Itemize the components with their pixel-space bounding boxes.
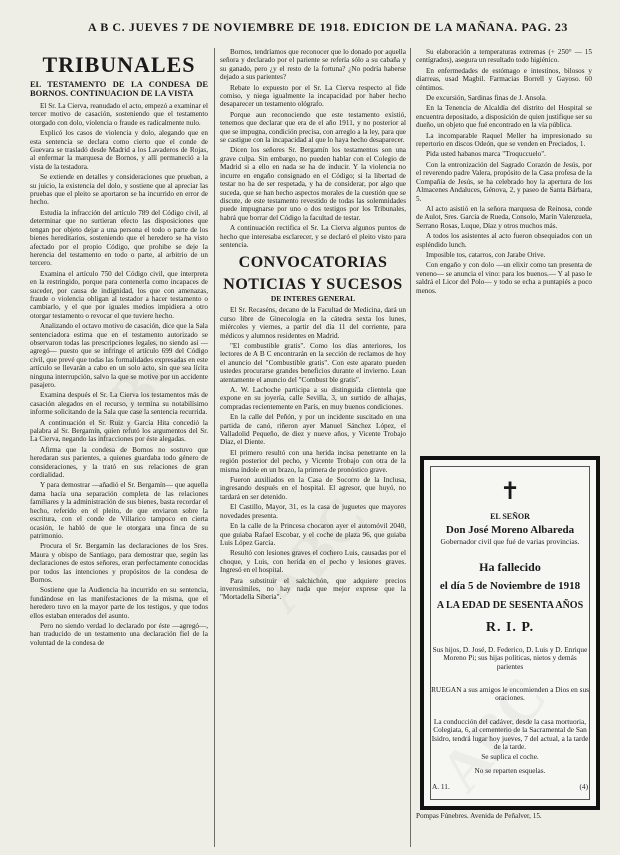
paragraph: Rebate lo expuesto por el Sr. La Cierva respecto al fide comiso, y niega igualmente la incapacidad por haber hecho desaparecer un testamento ológrafo. — [220, 83, 406, 109]
column-middle — [220, 48, 406, 604]
paragraph: Con la entronización del Sagrado Corazón de Jesús, por el reverendo padre Valera, propósito de la Casa profesa de la Compañía de Jesús, se ha celebrado hoy la apertura de los Almacenes Andaluces, Génova, 2, y paseo de Santa Bárbara, 5. — [416, 160, 592, 203]
paragraph: Su elaboración a temperaturas extremas (+ 250° — 15 centígrados), asegura un resultado todo higiénico. — [416, 48, 592, 65]
paragraph: Al acto asistió en la señora marquesa de Reinosa, conde de Aulot, Sres. García de Rueda, Consolo, Marín Valenzuela, Serrano Rosas, Luque, Díaz y otros muchos más. — [416, 204, 592, 230]
paragraph: Sostiene que la Audiencia ha incurrido en su sentencia, fundándose en las manifestaciones de la misma, que el heredero tuvo en la mayor parte de los testigos, y que todos ellos estaban enterados del asunto. — [30, 586, 208, 620]
article-subheading: EL TESTAMENTO DE LA CONDESA DE BORNOS. CONTINUACION DE LA VISTA — [30, 79, 208, 98]
paragraph: Afirma que la condesa de Bornos no sostuvo que heredaran sus parientes, a quienes guardaba todo género de consideraciones, y la trató en sus relaciones de gran cordialidad. — [30, 445, 208, 480]
section-subheading: DE INTERES GENERAL — [270, 294, 356, 304]
paragraph: El primero resultó con una herida incisa penetrante en la región posterior del pecho, y Vicente Trobajo con otra de la misma índole en un brazo, la primera de pronóstico grave. — [220, 448, 406, 474]
paragraph: Y para demostrar —añadió el Sr. Bergamín— que aquella dama hacía una separación completa de las relaciones familiares y la administración de sus bienes, basta recordar el hecho, referido en el pleito, de que enviaron sobre la escritura, con el conde de Villarico tampoco en cierta ocasión, le habló de que le otorgara una finca de su patrimonio. — [30, 481, 208, 540]
obituary-ruegan: RUEGAN a sus amigos le encomienden a Dios en sus oraciones. — [431, 685, 589, 703]
footer-note: Pompas Fúnebres. Avenida de Peñalver, 15. — [416, 812, 542, 820]
paragraph: En la calle del Peñón, y por un incidente suscitado en una partida de canó, riñeron ayer Manuel Sánchez López, el Valladolid Pequeño, de diez y nueve años, y Vicente Trobajo Díaz, el Diente. — [220, 413, 406, 447]
obituary-coche: Se suplica el coche. — [481, 752, 539, 761]
paragraph: Porque aun reconociendo que este testamento existió, tenemos que declarar que era de el año 1911, y no posterior al que se impugna, condición precisa, con arreglo a la ley, para que se castigue con la incapacidad al que lo haya hecho desaparecer. — [220, 110, 406, 145]
header-text: A B C. JUEVES 7 DE NOVIEMBRE DE 1918. EDICION DE LA MAÑANA. PAG. 23 — [88, 20, 569, 34]
obituary-label: EL SEÑOR — [490, 512, 530, 521]
obituary-family: Sus hijos, D. José, D. Federico, D. Luis y D. Enrique Moreno Pi; sus hijas políticas, nietos y demás parientes — [432, 645, 588, 671]
obituary-title: Gobernador civil que fué de varias provincias. — [440, 537, 580, 546]
paragraph: Pero no siendo verdad lo declarado por éste —agregó—, han traducido de un testamento una declaración fiel de la voluntad de la condesa de — [30, 621, 208, 647]
obituary-rip: R. I. P. — [485, 620, 535, 635]
paragraph: Bornos, tendríamos que reconocer que lo donado por aquella señora y declarado por el pariente se refería sólo a su cabaña y su ganado, pero ¿y el resto de la fortuna? ¿No podría haberse dejado a sus parientes? — [220, 48, 406, 82]
paragraph: A continuación rectifica el Sr. La Cierva algunos puntos de hecho que interesaba esclarecer, y se declaró el pleito visto para sentencia. — [220, 224, 406, 249]
column-rule-1 — [214, 48, 215, 847]
paragraph: Pida usted habanos marca "Troquccuelo". — [426, 150, 546, 159]
obituary-age: A LA EDAD DE SESENTA AÑOS — [436, 600, 584, 611]
obituary-box — [420, 456, 600, 810]
paragraph: Examina el artículo 750 del Código civil, que interpreta en la restringido, porque para contenerla como incapaces de suceder, por causa de indignidad, los que con amenazas, fraude o violencia obligan al testador a hacer testamento o cambiarlo, y el que por iguales medios impidiera a otro otorgar testamento o revocar el que tuviere hecho. — [30, 269, 208, 320]
paragraph: La incomparable Raquel Meller ha impresionado su repertorio en discos Odeón, que se venden en Preciados, 1. — [416, 131, 592, 149]
section-heading-noticias: NOTICIAS Y SUCESOS — [223, 276, 403, 294]
column-tribunales — [30, 48, 208, 649]
paragraph: "El combustible gratis". Como los días anteriores, los lectores de A B C encontrarán en la sección de reclamos de hoy el anuncio del "Combustible gratis". Con este aparato pueden ustedes procurarse grandes beneficios durante el invierno. Lean atentamente el anuncio del "Combust ble gratis". — [220, 341, 406, 384]
paragraph: Fueron auxiliados en la Casa de Socorro de la Inclusa, ingresando después en el hospital. El agresor, que huyó, no tardará en ser detenido. — [220, 476, 406, 501]
paragraph: En la calle de la Princesa chocaron ayer el automóvil 2040, que guiaba Rafael Escobar, y el coche de plaza 96, que guiaba Luis López García. — [220, 522, 406, 547]
paragraph: Dicen los señores Sr. Bergamín los testamentos son una grave culpa. Sin embargo, no pueden hablar con el Colegio de Madrid si a ello en nada se ha de inducir. Y la violencia no incurre en engaño consignado en el Código; si la libertad de testar no ha de ser respetada, y ha de considerar, por algo que suceda, que se han hecho aspectos morales de la cuestión que se discute, de este testamento revestido de todas las solemnidades puede impugnarse por uno o dos testigos por los Tribunales, habrá que borrar del Código la facultad de testar. — [220, 146, 406, 222]
paragraph: A continuación el Sr. Ruiz y García Hita concedió la palabra al Sr. Bergamín, quien refutó los argumentos del Sr. La Cierva, negando las infracciones por éste alegadas. — [30, 418, 208, 444]
section-heading-convocatorias: CONVOCATORIAS — [238, 254, 388, 272]
paragraph: A. W. Lachoche participa a su distinguida clientela que expone en su joyería, calle Sevilla, 3, un surtido de alhajas, compradas recientemente en París, en muy buenos condiciones. — [220, 386, 406, 411]
paragraph: Explicó los casos de violencia y dolo, alegando que en esta sentencia se declara como cierto que el conde de Guevara se trasladó desde Madrid a los Lavaderos de Rojas, al enfermar la marquesa de Bornos, y allí permaneció a la vista de la testadora. — [30, 129, 208, 171]
page-header — [0, 0, 620, 40]
cross-icon: ✝ — [500, 479, 521, 505]
column-rule-2 — [410, 48, 411, 847]
obituary-name: Don José Moreno Albareda — [445, 524, 575, 536]
paragraph: Procura el Sr. Bergamín las declaraciones de los Sres. Maura y obispo de Santiago, para demostrar que, según las declaraciones de estos señores, eran perfectamente conocidas por todos las intenciones y propósitos de la condesa de Bornos. — [30, 542, 208, 584]
paragraph: Se extiende en detalles y consideraciones que prueban, a su juicio, la existencia del dolo, y sostiene que al apreciar las pruebas que el pleito se aportaron se ha incurrido en error de hecho. — [30, 173, 208, 207]
obituary-num: (4) — [579, 782, 588, 791]
paragraph: En enfermedades de estómago e intestinos, bilosos y diarreas, usad Magbil. Farmacias Borrell y Gayoso. 60 céntimos. — [416, 66, 592, 92]
paragraph: El Sr. Recaséns, decano de la Facultad de Medicina, dará un curso libre de Ginecología en la cátedra sexta los lunes, miércoles y viernes, a partir del día 11 del corriente, para médicos y alumnos residentes en Madrid. — [220, 306, 406, 340]
obituary-ref: A. 11. — [432, 782, 450, 791]
paragraph: Estudia la infracción del artículo 789 del Código civil, al determinar que no surtieran efecto las disposiciones que tengan por objeto dejar a una persona el todo o parte de los bienes hereditarios, sosteniendo que el heredero se ha visto afectado por el propio Código, que prohibe se deje la herencia del testamento en todo o parte, al arbitrio de un tercero. — [30, 208, 208, 268]
paragraph: De excursión, Sardinas finas de J. Ansola. — [426, 94, 547, 103]
paragraph: El Castillo, Mayor, 31, es la casa de juguetes que mayores novedades presenta. — [220, 503, 406, 520]
paragraph: Con engaño y con dolo —un elixir como tan presenta de veneno— se anuncia el vino: para los buenos.— Y al paso le saldrá el Licor del Polo— y todo se echa a puntapiés a poco menos. — [416, 261, 592, 295]
paragraph: Para substituir el salchichón, que adquiere precios inverosímiles, no hay nada que mejor exprese que la "Mortadella Siberia". — [220, 576, 406, 602]
paragraph: Resultó con lesiones graves el cochero Luis, causadas por el choque, y Luis, con herida en el pecho y lesiones graves. Ingresó en el hospital. — [220, 549, 406, 575]
paragraph: En la Tenencia de Alcaldía del distrito del Hospital se encuentra depositado, a disposición de quien justifique ser su dueño, un objeto que fué encontrado en la vía pública. — [416, 104, 592, 130]
column-right — [416, 48, 592, 297]
paragraph: El Sr. La Cierva, reanudado el acto, empezó a examinar el tercer motivo de casación, sosteniendo que el testamento otorgado con dolo, violencia o fraude es radicalmente nulo. — [30, 102, 208, 127]
obituary-fallecido: Ha fallecido — [479, 560, 541, 574]
obituary-date: el día 5 de Noviembre de 1918 — [439, 580, 581, 592]
section-title: TRIBUNALES — [42, 52, 196, 77]
obituary-conduccion: La conducción del cadáver, desde la casa mortuoria, Colegiata, 6, al cementerio de la Sacramental de San Isidro, tendrá lugar hoy jueves, 7 del actual, a la tarde de la tarde. — [431, 717, 589, 751]
paragraph: A todos los asistentes al acto fueron obsequiados con un espléndido lunch. — [416, 232, 592, 249]
obituary-esquelas: No se reparten esquelas. — [474, 766, 546, 775]
paragraph: Examina después el Sr. La Cierva los testamentos más de casación alegados en el recurso, y termina su notabilísimo informe solicitando de la Sala que case la sentencia recurrida. — [30, 391, 208, 417]
paragraph: Analizando el octavo motivo de casación, dice que la Sala sentenciadora estima que en el testamento autorizado se observaron todas las prescripciones legales, no siendo así —agregó— puesto que se infringe el artículo 699 del Código civil, que prevé que todas las formalidades expresadas en este artículo se llevarán a cabo en un solo acto, sin que sea lícita ninguna interrupción, salvo la que se motive por un accidente pasajero. — [30, 322, 208, 389]
paragraph: Imposible tos, catarros, con Jarabe Orive. — [426, 250, 546, 259]
